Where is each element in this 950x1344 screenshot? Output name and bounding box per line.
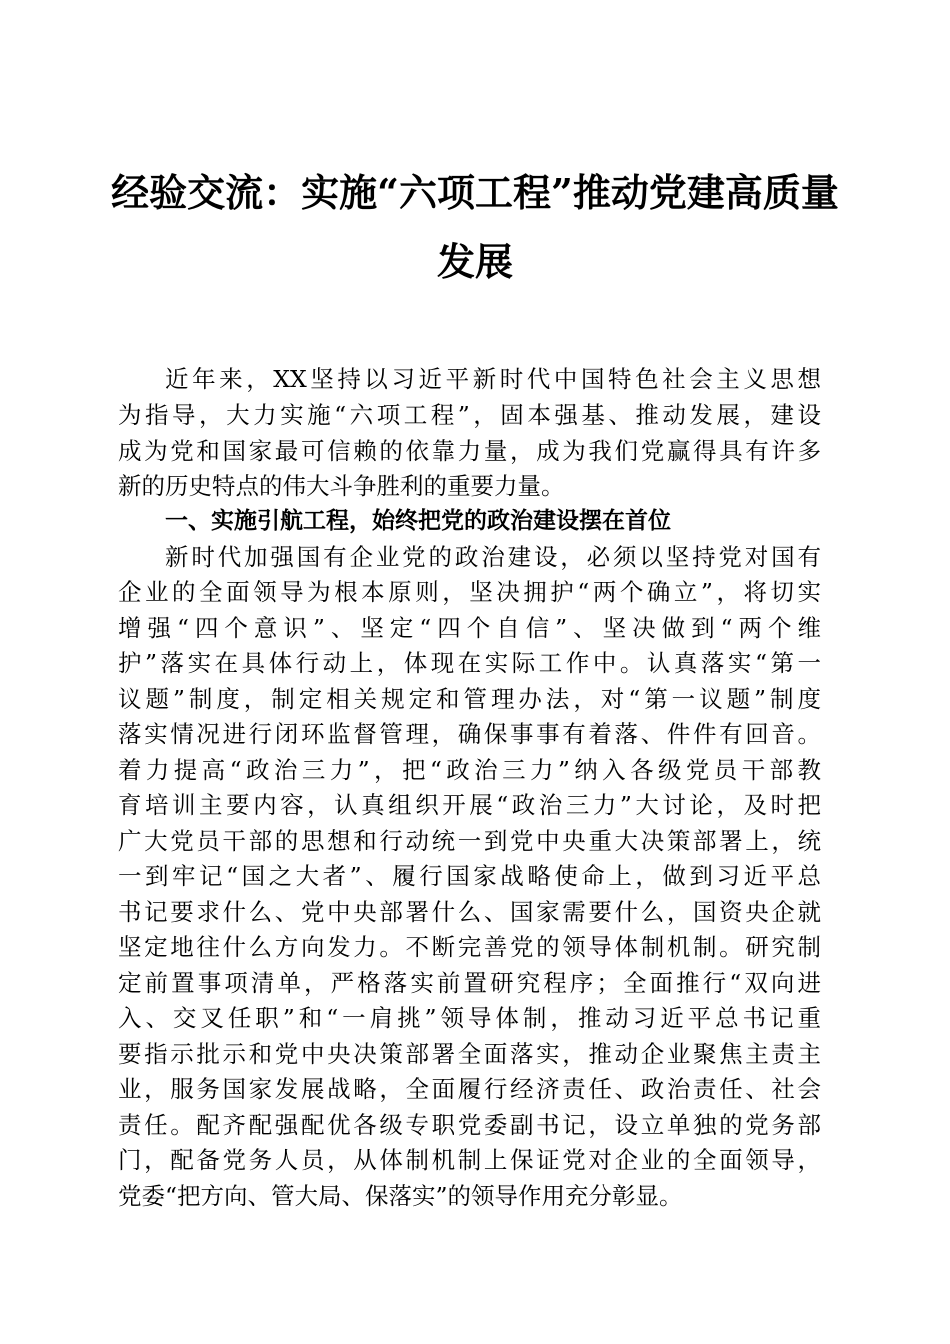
intro-line: 近年来，XX坚持以习近平新时代中国特色社会主义思想: [165, 365, 821, 393]
document-title-line-1: 经验交流：实施“六项工程”推动党建高质量: [111, 170, 839, 215]
paragraph-line: 门，配备党务人员，从体制机制上保证党对企业的全面领导，: [118, 1146, 821, 1174]
paragraph-line: 增强“四个意识”、坚定“四个自信”、坚决做到“两个维: [118, 614, 821, 642]
paragraph-line: 定前置事项清单，严格落实前置研究程序；全面推行“双向进: [118, 969, 821, 997]
paragraph-line: 护”落实在具体行动上，体现在实际工作中。认真落实“第一: [118, 649, 821, 677]
paragraph-line: 新时代加强国有企业党的政治建设，必须以坚持党对国有: [165, 543, 821, 571]
paragraph-line: 党委“把方向、管大局、保落实”的领导作用充分彰显。: [118, 1182, 683, 1210]
paragraph-line: 议题”制度，制定相关规定和管理办法，对“第一议题”制度: [118, 685, 821, 713]
paragraph-line: 企业的全面领导为根本原则，坚决拥护“两个确立”，将切实: [118, 578, 821, 606]
paragraph-line: 落实情况进行闭环监督管理，确保事事有着落、件件有回音。: [118, 720, 821, 748]
paragraph-line: 入、交叉任职”和“一肩挑”领导体制，推动习近平总书记重: [118, 1004, 821, 1032]
paragraph-line: 广大党员干部的思想和行动统一到党中央重大决策部署上，统: [118, 827, 821, 855]
intro-line: 成为党和国家最可信赖的依靠力量，成为我们党赢得具有许多: [118, 437, 821, 465]
paragraph-line: 育培训主要内容，认真组织开展“政治三力”大讨论，及时把: [118, 791, 821, 819]
document-title-line-2: 发展: [436, 239, 513, 284]
paragraph-line: 业，服务国家发展战略，全面履行经济责任、政治责任、社会: [118, 1075, 821, 1103]
paragraph-line: 着力提高“政治三力”，把“政治三力”纳入各级党员干部教: [118, 756, 821, 784]
paragraph-line: 一到牢记“国之大者”、履行国家战略使命上，做到习近平总: [118, 862, 821, 890]
paragraph-line: 书记要求什么、党中央部署什么、国家需要什么，国资央企就: [118, 898, 821, 926]
paragraph-line: 责任。配齐配强配优各级专职党委副书记，设立单独的党务部: [118, 1111, 821, 1139]
paragraph-line: 要指示批示和党中央决策部署全面落实，推动企业聚焦主责主: [118, 1040, 821, 1068]
section-heading: 一、实施引航工程，始终把党的政治建设摆在首位: [165, 508, 671, 534]
intro-line: 新的历史特点的伟大斗争胜利的重要力量。: [118, 472, 565, 500]
intro-line: 为指导，大力实施“六项工程”，固本强基、推动发展，建设: [118, 401, 821, 429]
paragraph-line: 坚定地往什么方向发力。不断完善党的领导体制机制。研究制: [118, 933, 821, 961]
